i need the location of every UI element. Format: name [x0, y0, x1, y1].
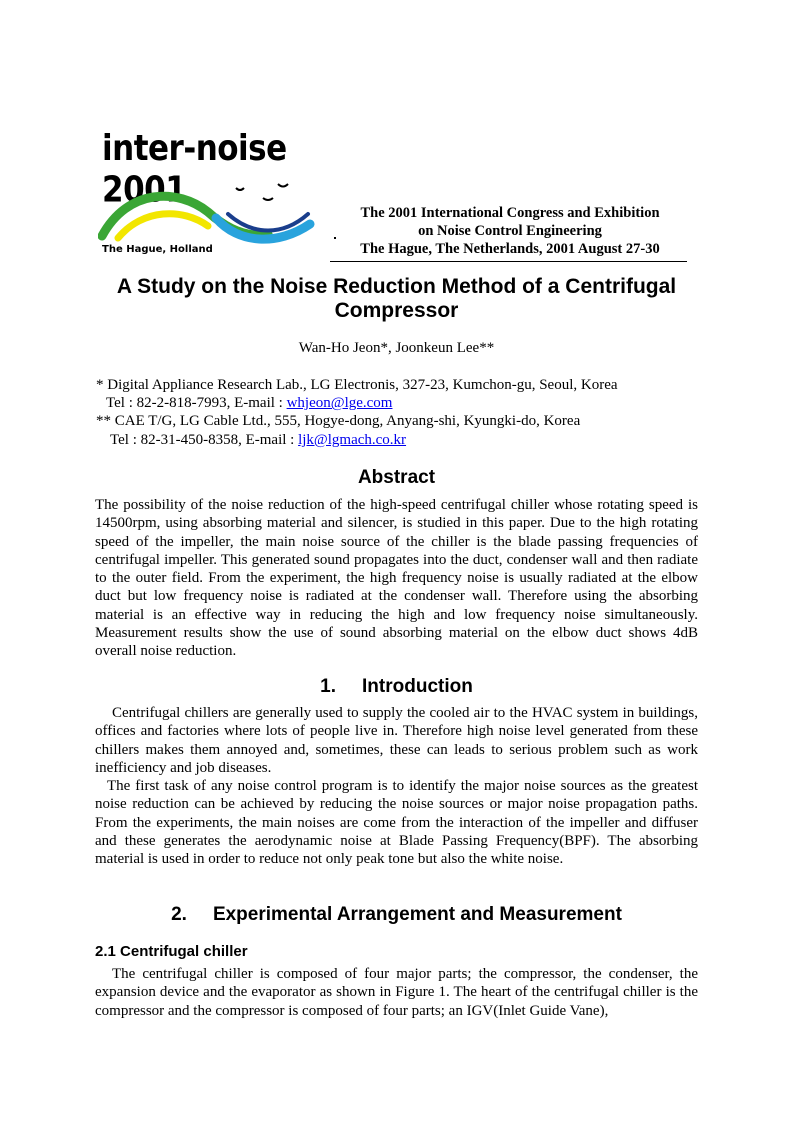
affiliation-1 [96, 376, 706, 394]
paper-title-line-2: Compressor [334, 299, 459, 322]
section-2-title: Experimental Arrangement and Measurement [212, 904, 622, 925]
affiliation-2-contact [96, 431, 706, 449]
conference-line-3: The Hague, The Netherlands, 2001 August 27-30 [360, 241, 660, 257]
conference-line-2: on Noise Control Engineering [418, 223, 602, 239]
section-1-body [95, 704, 698, 869]
section-2-heading [95, 904, 698, 926]
subsection-2-1-body [95, 965, 698, 1020]
conference-logo [98, 128, 338, 260]
affiliation-1-contact [96, 394, 706, 412]
section-1-title: Introduction [362, 676, 473, 697]
affiliation-2 [96, 412, 706, 430]
section-2-number: 2. [171, 904, 187, 925]
email-link-1[interactable]: whjeon@lge.com [286, 395, 393, 412]
abstract-heading: Abstract [357, 467, 436, 488]
email-link-2[interactable]: ljk@lgmach.co.kr [298, 431, 407, 448]
paper-title [95, 275, 698, 323]
conference-line-1: The 2001 International Congress and Exhibition [360, 205, 660, 221]
logo-wordmark: inter-noise 2001 [102, 128, 287, 211]
subsection-2-1-heading: 2.1 Centrifugal chiller [95, 943, 248, 960]
logo-location: The Hague, Holland [102, 244, 213, 255]
header-divider [330, 261, 687, 262]
subsection-2-1-paragraph: The centrifugal chiller is composed of four major parts; the compressor, the condenser, the expansion device and the evaporator as shown in Figure 1. The heart of the centrifugal chiller is the compressor and the compressor is composed of four parts; an IGV(Inlet Guide Vane), [95, 966, 698, 1019]
affiliation-2-text: ** CAE T/G, LG Cable Ltd., 555, Hogye-dong, Anyang-shi, Kyungki-do, Korea [96, 413, 581, 430]
wave-logo-icon [98, 178, 338, 248]
section-1-heading [95, 676, 698, 698]
affiliation-1-contact-text: Tel : 82-2-818-7993, E-mail : [106, 395, 287, 412]
affiliation-2-contact-text: Tel : 82-31-450-8358, E-mail : [110, 431, 299, 448]
abstract-text: The possibility of the noise reduction of the high-speed centrifugal chiller whose rotating speed is 14500rpm, using absorbing material and silencer, is studied in this paper. Due to the high rotating speed of the impeller, the main noise source of the chiller is the blade passing frequencies of centrifugal impeller. This generated sound propagates into the duct, condenser wall and then radiate to the outer field. From the experiment, the high frequency noise is usually radiated at the elbow duct but low frequency noise is radiated at the condenser wall. Therefore using the absorbing material is an effective way in reducing the high and low frequency noise simultaneously. Measurement results show the use of sound absorbing material on the elbow duct shows 4dB overall noise reduction. [95, 497, 698, 660]
section-1-paragraph-2: The first task of any noise control program is to identify the major noise sources as the greatest noise reduction can be achieved by reducing the noise sources or major noise propagation paths. From the experiments, the main noises are come from the interaction of the impeller and diffuser and these generates the aerodynamic noise at Blade Passing Frequency(BPF). The absorbing material is used in order to reduce not only peak tone but also the white noise. [95, 778, 698, 868]
abstract-body [95, 496, 698, 661]
section-1-paragraph-1: Centrifugal chillers are generally used to supply the cooled air to the HVAC system in buildings, offices and factories where lots of people live in. Therefore high noise level generated from these chillers makes them annoyed and, sometimes, these can leads to serious problem such as work inefficiency and job diseases. [95, 705, 698, 776]
section-1-number: 1. [320, 676, 337, 697]
paper-authors: Wan-Ho Jeon*, Joonkeun Lee** [298, 340, 495, 356]
affiliation-1-text: * Digital Appliance Research Lab., LG Electronis, 327-23, Kumchon-gu, Seoul, Korea [96, 377, 618, 393]
conference-header [340, 204, 680, 258]
paper-title-line-1: A Study on the Noise Reduction Method of a Centrifugal [116, 275, 677, 298]
author-affiliations [96, 376, 706, 449]
